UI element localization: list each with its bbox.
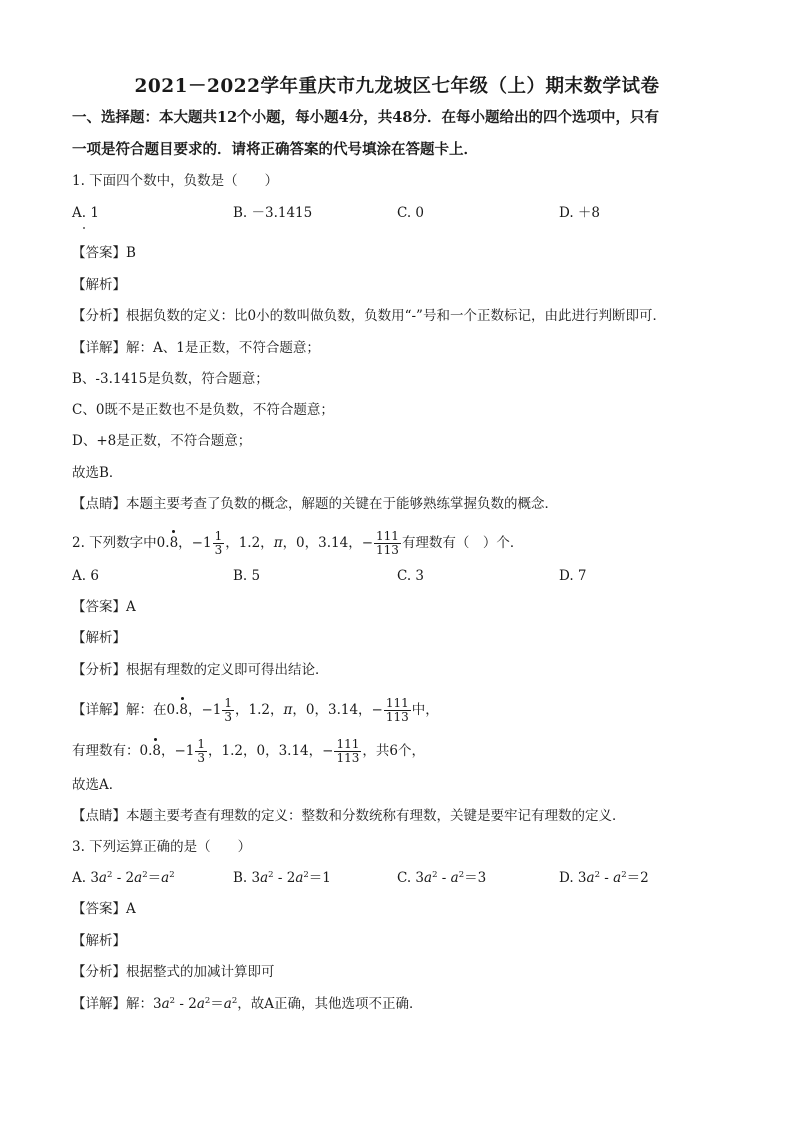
- section-heading-line1: 一、选择题：本大题共12个小题，每小题4分，共48分．在每小题给出的四个选项中，只有: [72, 109, 659, 126]
- q2-stem: 2. 下列数字中0.8，−1 $\frac{1}{3}$ ，1.2，π，0，3.14，− $\frac{111}{113}$ 有理数有（ ）个．: [72, 529, 524, 557]
- q2-choose: 故选A．: [72, 777, 123, 793]
- q3-detail: 【详解】解：$3a^2 - 2a^2=a^2$，故A正确，其他选项不正确．: [72, 996, 423, 1012]
- q2-detail: 【详解】解：在0.8，−1 $\frac{1}{3}$ ，1.2，π，0，3.14，− $\frac{111}{113}$ 中，: [72, 696, 439, 724]
- q3-option-c: C. $3a^2 - a^2=3$: [397, 870, 487, 886]
- q2-rational-list: 有理数有：0.8，−1 $\frac{1}{3}$ ，1.2，0，3.14，− $\frac{111}{113}$ ，共6个，: [72, 737, 425, 765]
- stray-dot-mark: [83, 227, 85, 229]
- section-heading-line2: 一项是符合题目要求的．请将正确答案的代号填涂在答题卡上．: [72, 141, 478, 158]
- q1-option-c: C. 0: [397, 205, 425, 221]
- q2-stem-suffix: 有理数有（ ）个．: [401, 535, 524, 551]
- q1-stem: 1. 下面四个数中，负数是（ ）: [72, 173, 279, 189]
- q1-option-b: B. －3.1415: [233, 205, 313, 221]
- q1-choose: 故选B．: [72, 465, 123, 481]
- q2-option-a: A. 6: [72, 568, 99, 584]
- q2-negative-fraction: − $\frac{111}{113}$: [361, 529, 399, 557]
- q3-answer: 【答案】A: [72, 901, 136, 917]
- q2-option-c: C. 3: [397, 568, 425, 584]
- q3-option-a: A. $3a^2 - 2a^2=a^2$: [72, 870, 175, 886]
- q3-option-b: B. $3a^2 - 2a^2=1$: [233, 870, 331, 886]
- q2-recurring-decimal: 0.8: [156, 535, 179, 551]
- q1-analysis-label: 【解析】: [72, 277, 126, 293]
- q2-dianjing: 【点睛】本题主要考查有理数的定义：整数和分数统称有理数，关键是要牢记有理数的定义．: [72, 808, 626, 824]
- q1-dianjing: 【点睛】本题主要考查了负数的概念，解题的关键在于能够熟练掌握负数的概念．: [72, 496, 558, 512]
- q2-analysis-label: 【解析】: [72, 630, 126, 646]
- q1-detail-line1: 【详解】解：A、1是正数，不符合题意；: [72, 340, 320, 356]
- q1-option-a: A. 1: [72, 205, 99, 221]
- q2-answer: 【答案】A: [72, 599, 136, 615]
- q2-pi: π: [273, 535, 283, 551]
- q3-option-d: D. $3a^2 - a^2=2$: [559, 870, 649, 886]
- q2-stem-prefix: 2. 下列数字中: [72, 535, 157, 551]
- q1-detail-line2: B、-3.1415是负数，符合题意；: [72, 371, 269, 387]
- page-title: 2021－2022学年重庆市九龙坡区七年级（上）期末数学试卷: [134, 76, 660, 97]
- q3-stem: 3. 下列运算正确的是（ ）: [72, 839, 252, 855]
- q2-mixed-number: −1 $\frac{1}{3}$: [191, 529, 223, 557]
- q2-option-b: B. 5: [233, 568, 261, 584]
- q1-option-d: D. ＋8: [559, 205, 601, 221]
- q3-fenxi: 【分析】根据整式的加减计算即可: [72, 964, 275, 980]
- q2-option-d: D. 7: [559, 568, 587, 584]
- q1-detail-line3: C、0既不是正数也不是负数，不符合题意；: [72, 402, 334, 418]
- q2-fenxi: 【分析】根据有理数的定义即可得出结论．: [72, 662, 329, 678]
- q1-answer: 【答案】B: [72, 245, 136, 261]
- q1-detail-line4: D、+8是正数，不符合题意；: [72, 433, 252, 449]
- q1-fenxi: 【分析】根据负数的定义：比0小的数叫做负数，负数用“-”号和一个正数标记，由此进行判断即可．: [72, 308, 666, 324]
- q3-analysis-label: 【解析】: [72, 933, 126, 949]
